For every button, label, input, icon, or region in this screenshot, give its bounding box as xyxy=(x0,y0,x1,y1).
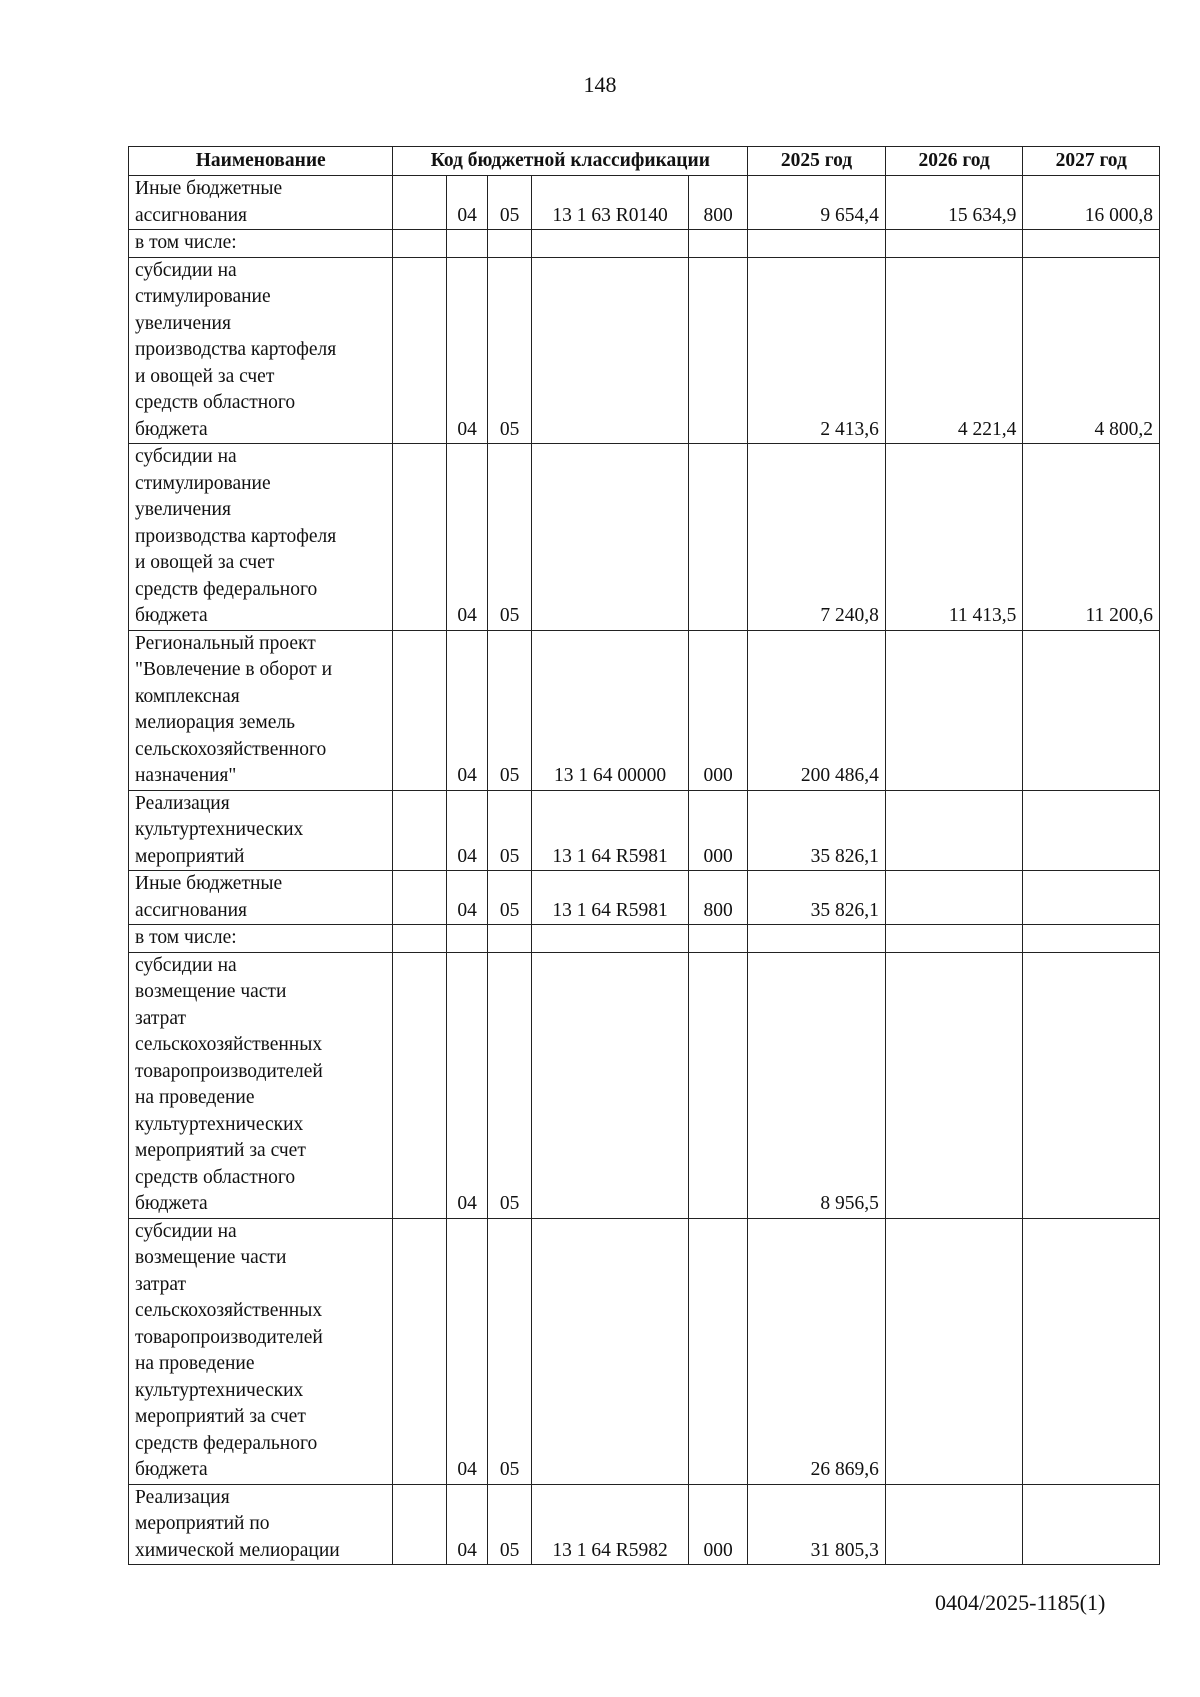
value-2025 xyxy=(748,925,886,953)
value-2027 xyxy=(1023,925,1160,953)
row-name: в том числе: xyxy=(129,230,393,258)
code-subsection xyxy=(488,230,532,258)
table-row xyxy=(129,176,1160,230)
header-2027: 2027 год xyxy=(1023,147,1160,176)
row-name: Реализация культуртехнических мероприятий xyxy=(129,790,393,871)
header-2026: 2026 год xyxy=(885,147,1023,176)
code-cell-1 xyxy=(393,257,447,444)
code-subsection: 05 xyxy=(488,790,532,871)
value-2025: 200 486,4 xyxy=(748,630,886,790)
code-section: 04 xyxy=(447,1218,488,1484)
code-section: 04 xyxy=(447,871,488,925)
header-name: Наименование xyxy=(129,147,393,176)
code-target-article xyxy=(532,952,689,1218)
header-code: Код бюджетной классификации xyxy=(393,147,748,176)
code-cell-1 xyxy=(393,790,447,871)
page-number: 148 xyxy=(583,72,617,97)
table-row xyxy=(129,1218,1160,1484)
value-2025: 8 956,5 xyxy=(748,952,886,1218)
code-target-article: 13 1 64 00000 xyxy=(532,630,689,790)
code-cell-1 xyxy=(393,925,447,953)
code-subsection: 05 xyxy=(488,1218,532,1484)
code-target-article: 13 1 64 R5982 xyxy=(532,1484,689,1565)
value-2025: 26 869,6 xyxy=(748,1218,886,1484)
code-expense-type: 800 xyxy=(689,176,748,230)
value-2027: 11 200,6 xyxy=(1023,444,1160,631)
code-section: 04 xyxy=(447,952,488,1218)
code-cell-1 xyxy=(393,1484,447,1565)
value-2025: 7 240,8 xyxy=(748,444,886,631)
value-2026 xyxy=(885,871,1023,925)
value-2026 xyxy=(885,952,1023,1218)
value-2025: 35 826,1 xyxy=(748,790,886,871)
code-subsection: 05 xyxy=(488,257,532,444)
table-row xyxy=(129,444,1160,631)
value-2027 xyxy=(1023,230,1160,258)
code-cell-1 xyxy=(393,444,447,631)
code-section: 04 xyxy=(447,790,488,871)
row-name: субсидии на возмещение части затрат сельскохозяйственных товаропроизводителей на проведение культуртехнических мероприятий за счет средств федерального бюджета xyxy=(129,1218,393,1484)
row-name: Реализация мероприятий по химической мелиорации xyxy=(129,1484,393,1565)
code-cell-1 xyxy=(393,952,447,1218)
code-cell-1 xyxy=(393,230,447,258)
table-row xyxy=(129,630,1160,790)
value-2025: 35 826,1 xyxy=(748,871,886,925)
code-target-article xyxy=(532,257,689,444)
code-expense-type: 000 xyxy=(689,790,748,871)
table-row xyxy=(129,790,1160,871)
row-name: Иные бюджетные ассигнования xyxy=(129,871,393,925)
row-name: субсидии на возмещение части затрат сельскохозяйственных товаропроизводителей на проведение культуртехнических мероприятий за счет средств областного бюджета xyxy=(129,952,393,1218)
value-2025: 9 654,4 xyxy=(748,176,886,230)
code-expense-type: 000 xyxy=(689,1484,748,1565)
value-2027 xyxy=(1023,630,1160,790)
row-name: Иные бюджетные ассигнования xyxy=(129,176,393,230)
code-subsection: 05 xyxy=(488,1484,532,1565)
document-code: 0404/2025-1185(1) xyxy=(935,1590,1106,1615)
code-expense-type xyxy=(689,1218,748,1484)
value-2027: 4 800,2 xyxy=(1023,257,1160,444)
header-2025: 2025 год xyxy=(748,147,886,176)
code-section: 04 xyxy=(447,444,488,631)
row-name: в том числе: xyxy=(129,925,393,953)
value-2026 xyxy=(885,790,1023,871)
value-2026 xyxy=(885,1218,1023,1484)
row-name: субсидии на стимулирование увеличения производства картофеля и овощей за счет средств федерального бюджета xyxy=(129,444,393,631)
table-row xyxy=(129,230,1160,258)
value-2027 xyxy=(1023,1218,1160,1484)
code-expense-type: 000 xyxy=(689,630,748,790)
value-2025: 31 805,3 xyxy=(748,1484,886,1565)
code-cell-1 xyxy=(393,176,447,230)
code-target-article: 13 1 64 R5981 xyxy=(532,790,689,871)
code-target-article xyxy=(532,1218,689,1484)
code-target-article: 13 1 64 R5981 xyxy=(532,871,689,925)
value-2025 xyxy=(748,230,886,258)
code-expense-type xyxy=(689,952,748,1218)
budget-table xyxy=(128,146,1160,1565)
table-row xyxy=(129,871,1160,925)
table-row xyxy=(129,952,1160,1218)
code-cell-1 xyxy=(393,630,447,790)
value-2027 xyxy=(1023,952,1160,1218)
value-2026 xyxy=(885,630,1023,790)
value-2026: 11 413,5 xyxy=(885,444,1023,631)
code-cell-1 xyxy=(393,1218,447,1484)
value-2027: 16 000,8 xyxy=(1023,176,1160,230)
code-subsection: 05 xyxy=(488,630,532,790)
table-row xyxy=(129,257,1160,444)
code-section xyxy=(447,925,488,953)
value-2026 xyxy=(885,925,1023,953)
code-subsection: 05 xyxy=(488,871,532,925)
row-name: Региональный проект "Вовлечение в оборот и комплексная мелиорация земель сельскохозяйственного назначения" xyxy=(129,630,393,790)
table-row xyxy=(129,925,1160,953)
value-2027 xyxy=(1023,1484,1160,1565)
table-header-row xyxy=(129,147,1160,176)
code-subsection: 05 xyxy=(488,176,532,230)
value-2025: 2 413,6 xyxy=(748,257,886,444)
row-name: субсидии на стимулирование увеличения производства картофеля и овощей за счет средств областного бюджета xyxy=(129,257,393,444)
code-expense-type xyxy=(689,444,748,631)
code-section: 04 xyxy=(447,176,488,230)
code-cell-1 xyxy=(393,871,447,925)
table-row xyxy=(129,1484,1160,1565)
code-target-article xyxy=(532,444,689,631)
value-2027 xyxy=(1023,790,1160,871)
code-subsection: 05 xyxy=(488,952,532,1218)
code-target-article xyxy=(532,230,689,258)
code-target-article: 13 1 63 R0140 xyxy=(532,176,689,230)
value-2026 xyxy=(885,230,1023,258)
code-section xyxy=(447,230,488,258)
code-target-article xyxy=(532,925,689,953)
value-2027 xyxy=(1023,871,1160,925)
code-subsection xyxy=(488,925,532,953)
code-expense-type xyxy=(689,230,748,258)
code-section: 04 xyxy=(447,630,488,790)
code-expense-type xyxy=(689,925,748,953)
code-section: 04 xyxy=(447,1484,488,1565)
value-2026: 15 634,9 xyxy=(885,176,1023,230)
value-2026 xyxy=(885,1484,1023,1565)
value-2026: 4 221,4 xyxy=(885,257,1023,444)
code-section: 04 xyxy=(447,257,488,444)
code-subsection: 05 xyxy=(488,444,532,631)
code-expense-type: 800 xyxy=(689,871,748,925)
code-expense-type xyxy=(689,257,748,444)
